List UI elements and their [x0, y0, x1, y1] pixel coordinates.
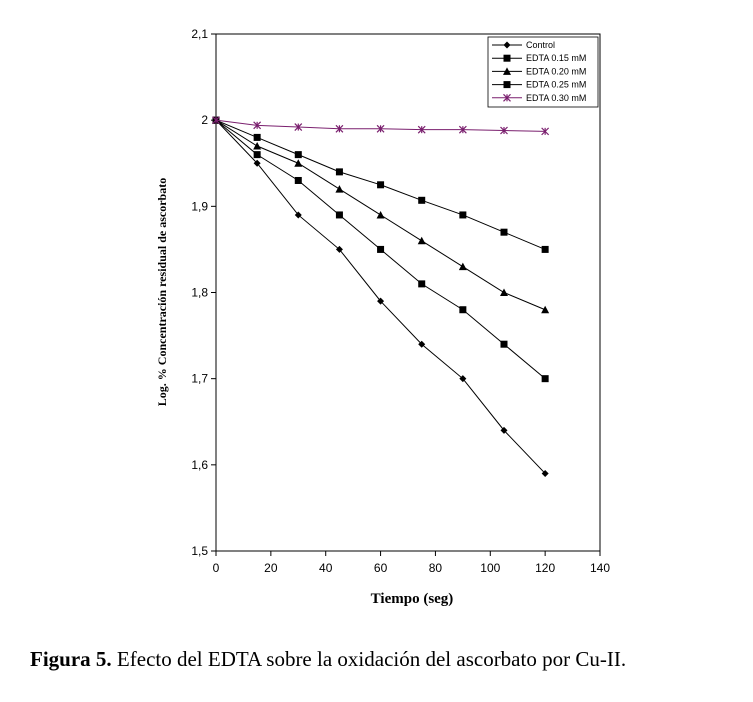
x-tick-label: 100 — [480, 561, 501, 575]
x-tick-label: 120 — [535, 561, 556, 575]
caption-text: Efecto del EDTA sobre la oxidación del ascorbato por Cu-II. — [111, 647, 627, 671]
series-1-point — [418, 280, 425, 287]
x-tick-label: 40 — [319, 561, 333, 575]
series-3-point — [501, 229, 508, 236]
series-2-point — [335, 185, 343, 193]
x-axis-title: Tiempo (seg) — [370, 591, 454, 607]
legend-label: EDTA 0.30 mM — [526, 92, 587, 103]
series-1-point — [459, 306, 466, 313]
series-2-point — [253, 142, 261, 150]
legend-label: EDTA 0.25 mM — [526, 79, 587, 90]
series-2-point — [418, 237, 426, 245]
series-1-point — [295, 177, 302, 184]
y-tick-label: 1,8 — [191, 285, 208, 300]
y-tick-label: 1,5 — [191, 544, 208, 558]
x-tick-label: 20 — [264, 561, 278, 575]
series-2-point — [459, 263, 467, 271]
y-tick-label: 1,7 — [191, 371, 208, 386]
y-tick-label: 1,9 — [191, 199, 208, 214]
x-tick-label: 60 — [373, 561, 388, 575]
series-3-point — [336, 168, 343, 175]
legend-label: EDTA 0.20 mM — [526, 66, 587, 77]
series-3-point — [459, 211, 466, 218]
series-3-point — [254, 134, 261, 141]
legend-marker — [504, 81, 511, 88]
legend-marker — [504, 55, 511, 62]
legend-label: EDTA 0.15 mM — [526, 53, 587, 64]
series-1-point — [254, 151, 261, 158]
x-tick-label: 0 — [212, 561, 220, 575]
caption-label: Figura 5. — [30, 647, 112, 671]
series-1-point — [336, 211, 343, 218]
series-2-point — [377, 211, 385, 219]
series-3-point — [418, 197, 425, 204]
series-line-0 — [216, 120, 545, 473]
series-2-point — [541, 306, 549, 314]
y-tick-label: 2,1 — [191, 27, 208, 41]
y-axis-title: Log. % Concentración residual de ascorbato — [155, 177, 169, 407]
series-1-point — [501, 341, 508, 348]
series-2-point — [294, 159, 302, 167]
series-3-point — [542, 246, 549, 253]
x-tick-label: 80 — [428, 561, 443, 575]
series-1-point — [377, 246, 384, 253]
series-3-point — [295, 151, 302, 158]
series-2-point — [500, 289, 508, 297]
series-3-point — [377, 181, 384, 188]
series-1-point — [542, 375, 549, 382]
figure-caption — [30, 647, 730, 672]
x-tick-label: 140 — [589, 561, 611, 575]
y-tick-label: 1,6 — [191, 457, 208, 472]
y-tick-label: 2 — [201, 113, 208, 128]
legend-label: Control — [526, 40, 556, 50]
